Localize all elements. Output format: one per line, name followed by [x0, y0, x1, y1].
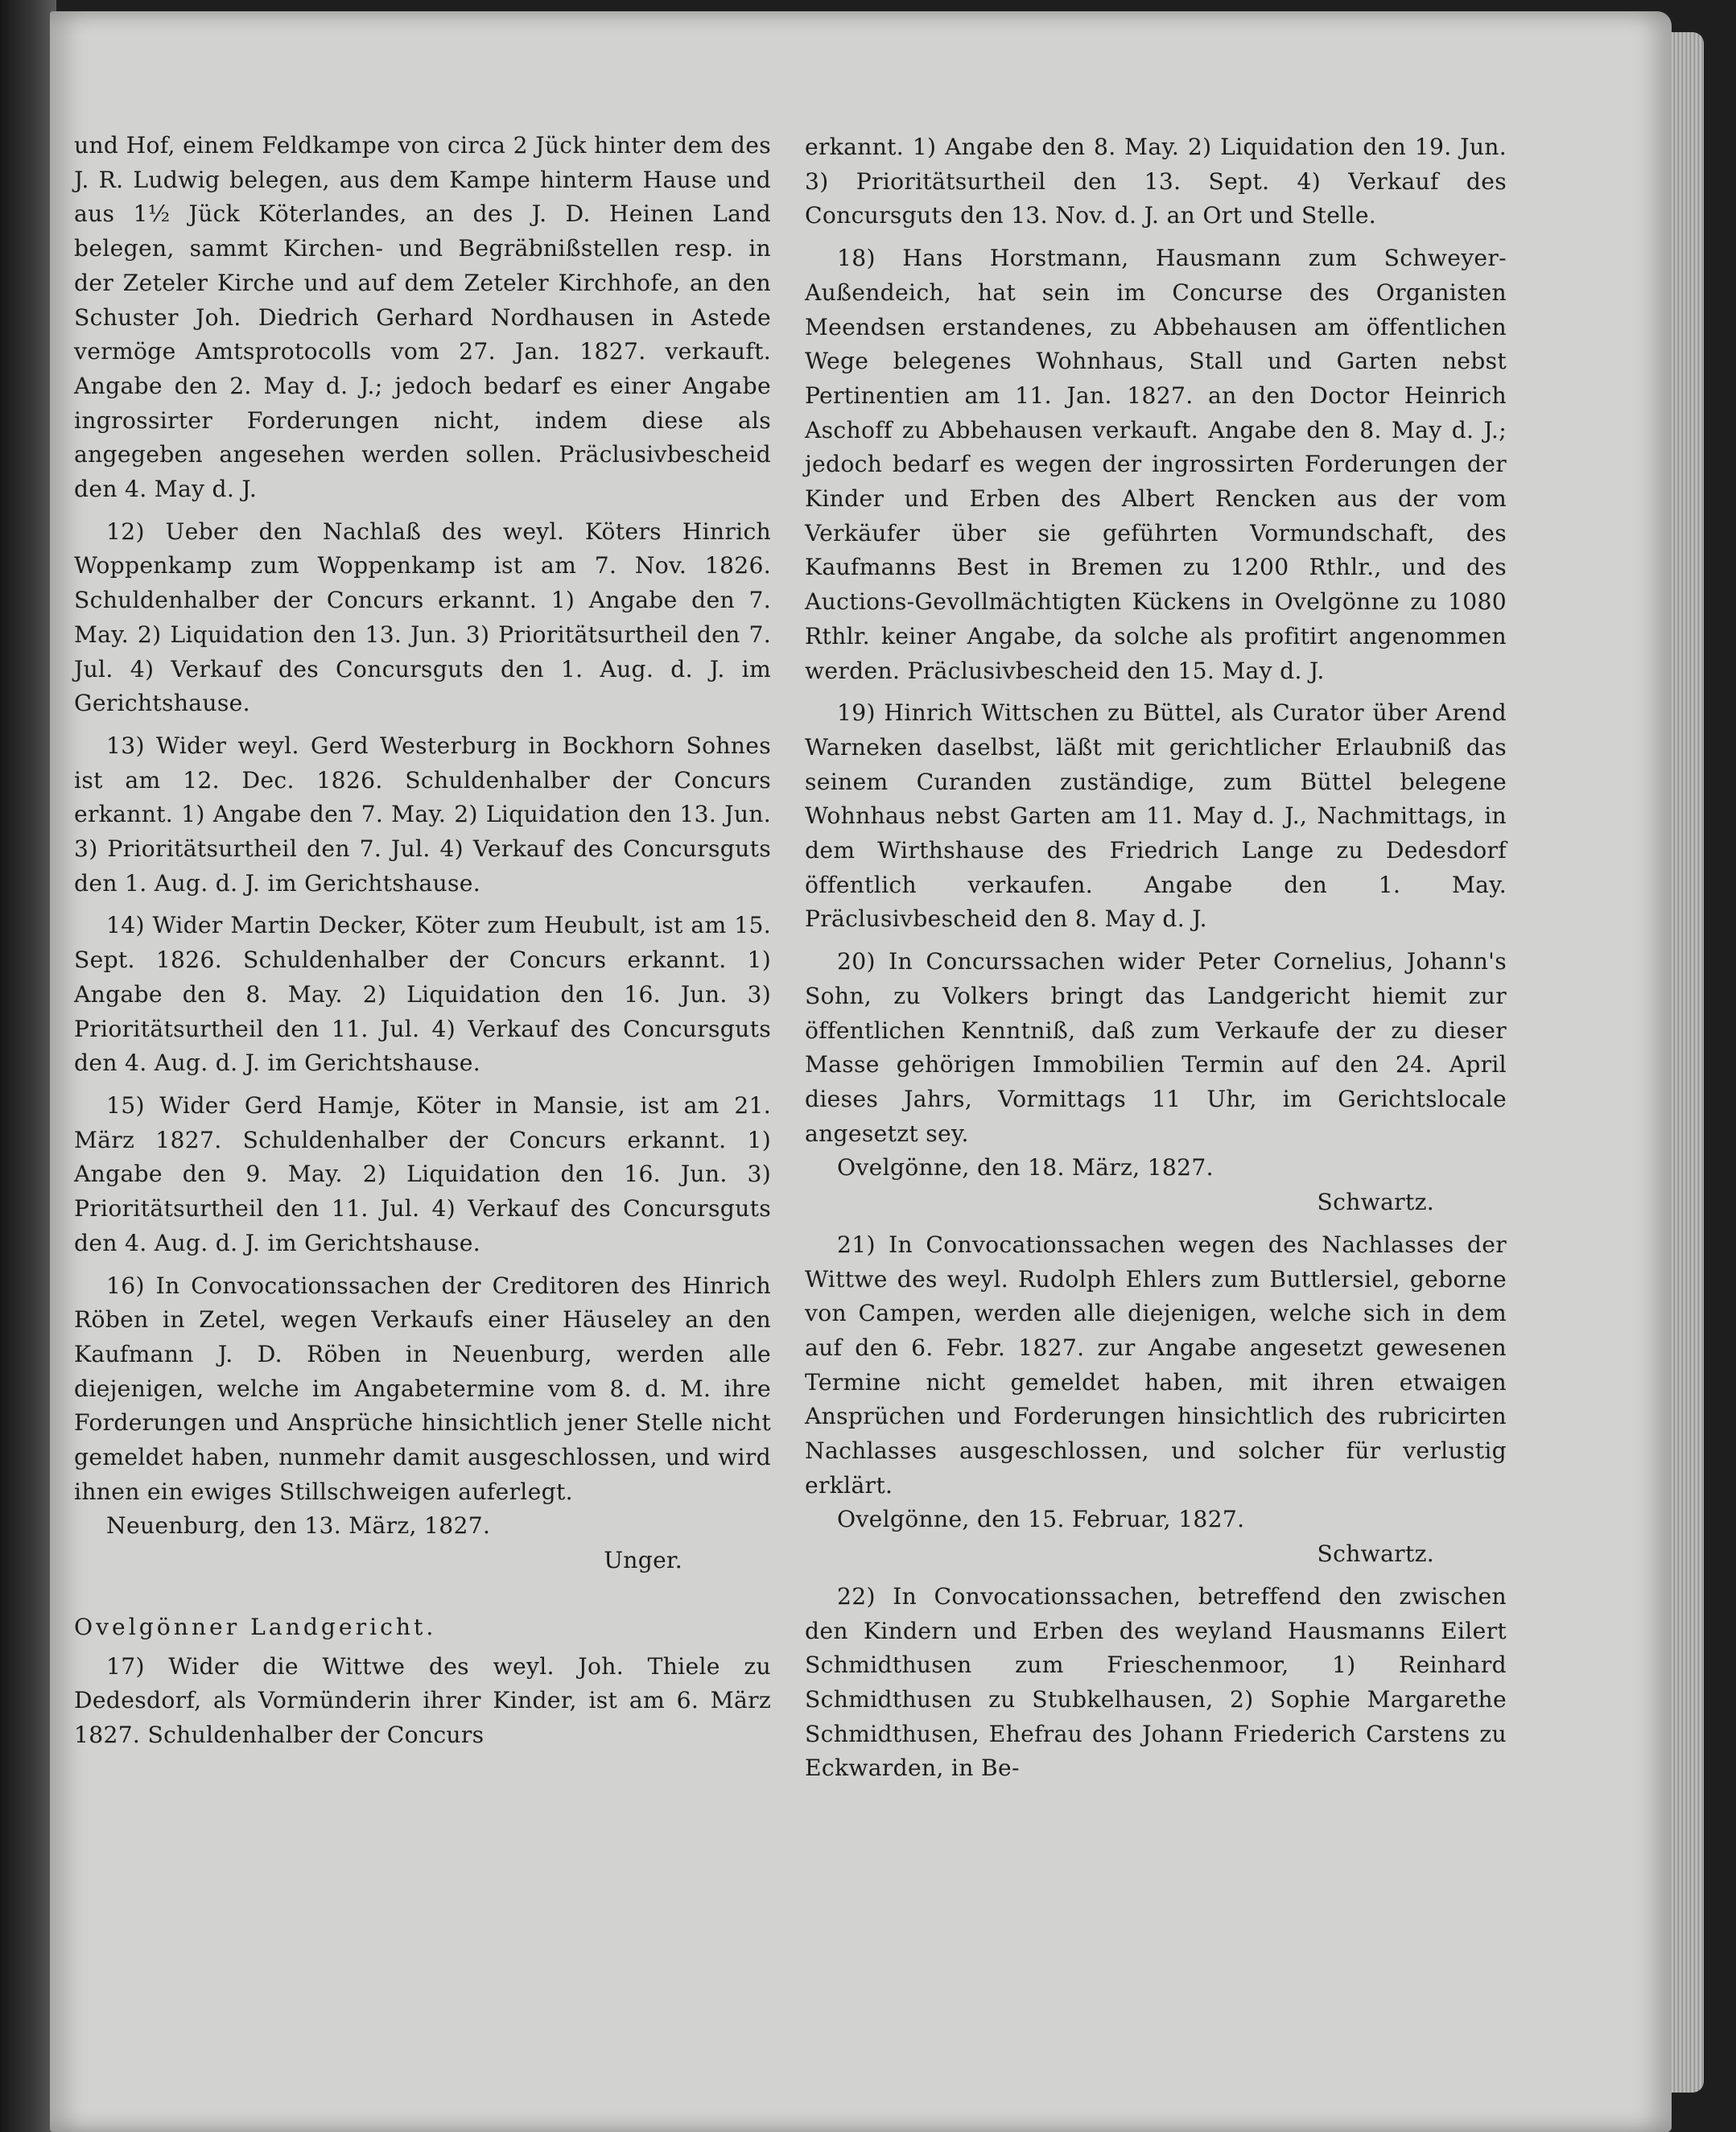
signer-21: Schwartz.: [1317, 1540, 1434, 1568]
paragraph-16: 16) In Convocationssachen der Creditoren des Hinrich Röben in Zetel, wegen Verkaufs einer Häuseley an den Kaufmann J. D. Röben in Neuenburg, werden alle diejenigen, welche im Angabetermine vom 8. d. M. ihre Forderungen und Ansprüche hinsichtlich jener Stelle nicht gemeldet haben, nunmehr damit ausgeschlossen, und wird ihnen ein ewiges Stillschweigen auferlegt.: [74, 1272, 771, 1505]
court-heading: Ovelgönner Landgericht.: [74, 1613, 437, 1640]
paragraph-14: 14) Wider Martin Decker, Köter zum Heubult, ist am 15. Sept. 1826. Schuldenhalber der Concurs erkannt. 1) Angabe den 8. May. 2) Liquidation den 16. Jun. 3) Prioritätsurtheil den 11. Jul. 4) Verkauf des Concursguts den 4. Aug. d. J. im Gerichtshause.: [74, 912, 771, 1077]
book-spine: [0, 0, 56, 2132]
paragraph-17-continuation: erkannt. 1) Angabe den 8. May. 2) Liquidation den 19. Jun. 3) Prioritätsurtheil den 13. Sept. 4) Verkauf des Concursguts den 13. Nov. d. J. an Ort und Stelle.: [805, 134, 1507, 229]
paragraph-19: 19) Hinrich Wittschen zu Büttel, als Curator über Arend Warneken daselbst, läßt mit gerichtlicher Erlaubniß das seinem Curanden zuständige, zum Büttel belegene Wohnhaus nebst Garten am 11. May d. J., Nachmittags, in dem Wirthshause des Friedrich Lange zu Dedesdorf öffentlich verkaufen. Angabe den 1. May. Präclusivbescheid den 8. May d. J.: [805, 699, 1507, 933]
paragraph-13: 13) Wider weyl. Gerd Westerburg in Bockhorn Sohnes ist am 12. Dec. 1826. Schuldenhalber der Concurs erkannt. 1) Angabe den 7. May. 2) Liquidation den 13. Jun. 3) Prioritätsurtheil den 7. Jul. 4) Verkauf des Concursguts den 1. Aug. d. J. im Gerichtshause.: [74, 732, 771, 897]
paragraph-15: 15) Wider Gerd Hamje, Köter in Mansie, ist am 21. März 1827. Schuldenhalber der Concurs erkannt. 1) Angabe den 9. May. 2) Liquidation den 16. Jun. 3) Prioritätsurtheil den 11. Jul. 4) Verkauf des Concursguts den 4. Aug. d. J. im Gerichtshause.: [74, 1091, 771, 1256]
paragraph-22: 22) In Convocationssachen, betreffend den zwischen den Kindern und Erben des weyland Hausmanns Eilert Schmidthusen zum Frieschenmoor, 1) Reinhard Schmidthusen zu Stubkelhausen, 2) Sophie Margarethe Schmidthusen, Ehefrau des Johann Friederich Carstens zu Eckwarden, in Be-: [805, 1582, 1507, 1782]
paragraph-21: 21) In Convocationssachen wegen des Nachlasses der Wittwe des weyl. Rudolph Ehlers zum Buttlersiel, geborne von Campen, werden alle diejenigen, welche sich in dem auf den 6. Febr. 1827. zur Angabe angesetzt gewesenen Termine nicht gemeldet haben, mit ihren etwaigen Ansprüchen und Forderungen hinsichtlich des rubricirten Nachlasses ausgeschlossen, und solcher für verlustig erklärt.: [805, 1231, 1507, 1499]
left-column: [74, 129, 771, 1761]
paragraph-20: 20) In Concurssachen wider Peter Cornelius, Johann's Sohn, zu Volkers bringt das Landgericht hiemit zur öffentlichen Kenntniß, daß zum Verkaufe der zu dieser Masse gehörigen Immobilien Termin auf den 24. April dieses Jahrs, Vormittags 11 Uhr, im Gerichtslocale angesetzt sey.: [805, 948, 1507, 1147]
signer-20: Schwartz.: [1317, 1189, 1434, 1216]
place-date-21: Ovelgönne, den 15. Februar, 1827.: [837, 1506, 1245, 1533]
paragraph-11-continuation: und Hof, einem Feldkampe von circa 2 Jück hinter dem des J. R. Ludwig belegen, aus dem Kampe hinterm Hause und aus 1½ Jück Köterlandes, an des J. D. Heinen Land belegen, sammt Kirchen- und Begräbnißstellen resp. in der Zeteler Kirche und auf dem Zeteler Kirchhofe, an den Schuster Joh. Diedrich Gerhard Nordhausen in Astede vermöge Amtsprotocolls vom 27. Jan. 1827. verkauft. Angabe den 2. May d. J.; jedoch bedarf es einer Angabe ingrossirter Forderungen nicht, indem diese als angegeben angesehen werden sollen. Präclusivbescheid den 4. May d. J.: [74, 132, 771, 503]
paragraph-18: 18) Hans Horstmann, Hausmann zum Schweyer-Außendeich, hat sein im Concurse des Organisten Meendsen erstandenes, zu Abbehausen am öffentlichen Wege belegenes Wohnhaus, Stall und Garten nebst Pertinentien am 11. Jan. 1827. an den Doctor Heinrich Aschoff zu Abbehausen verkauft. Angabe den 8. May d. J.; jedoch bedarf es wegen der ingrossirten Forderungen der Kinder und Erben des Albert Rencken aus der vom Verkäufer über sie geführten Vormundschaft, des Kaufmanns Best in Bremen zu 1200 Rthlr., und des Auctions-Gevollmächtigten Kückens in Ovelgönne zu 1080 Rthlr. keiner Angabe, da solche als profitirt angenommen werden. Präclusivbescheid den 15. May d. J.: [805, 245, 1507, 684]
page-stack-edge: [1672, 32, 1704, 2093]
signer-16: Unger.: [604, 1547, 682, 1574]
paragraph-17: 17) Wider die Wittwe des weyl. Joh. Thiele zu Dedesdorf, als Vormünderin ihrer Kinder, ist am 6. März 1827. Schuldenhalber der Concurs: [74, 1652, 771, 1748]
place-date-16: Neuenburg, den 13. März, 1827.: [106, 1512, 491, 1540]
paragraph-12: 12) Ueber den Nachlaß des weyl. Köters Hinrich Woppenkamp zum Woppenkamp ist am 7. Nov. 1826. Schuldenhalber der Concurs erkannt. 1) Angabe den 7. May. 2) Liquidation den 13. Jun. 3) Prioritätsurtheil den 7. Jul. 4) Verkauf des Concursguts den 1. Aug. d. J. im Gerichtshause.: [74, 518, 771, 717]
right-column: [805, 130, 1507, 1794]
place-date-20: Ovelgönne, den 18. März, 1827.: [837, 1154, 1214, 1181]
